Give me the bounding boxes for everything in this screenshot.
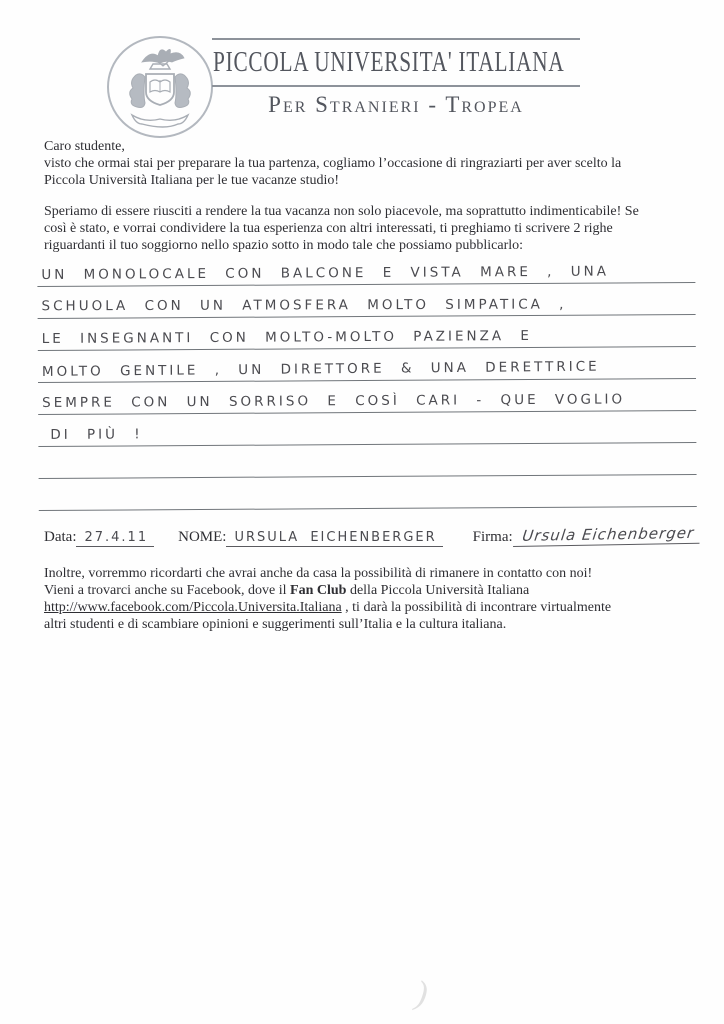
masthead-rule-bottom — [212, 85, 580, 87]
handwritten-text: DI PIÙ ! — [50, 426, 143, 443]
crest-torse — [150, 64, 170, 69]
prompt-line-3: riguardanti il tuo soggiorno nello spazio sotto in modo tale che possiamo pubblicarlo: — [44, 238, 524, 253]
name-handwritten-value: URSULA EICHENBERGER — [226, 530, 442, 547]
handwritten-response-area — [37, 251, 697, 511]
response-line-empty — [39, 475, 697, 511]
handwritten-text: MOLTO GENTILE , UN DIRETTORE & UNA DERETTRICE — [41, 358, 600, 380]
handwritten-text: SEMPRE CON UN SORRISO E COSÌ CARI - QUE VOGLIO — [42, 391, 626, 411]
facebook-url-text: http://www.facebook.com/Piccola.Universita.Italiana — [44, 600, 342, 615]
masthead — [212, 38, 580, 118]
intro-line-1: visto che ormai stai per preparare la tua partenza, cogliamo l’occasione di ringraziarti per aver scelto la — [44, 156, 622, 171]
response-line — [38, 347, 696, 383]
response-line-empty — [38, 443, 696, 479]
handwritten-text: SCHUOLA CON UN ATMOSFERA MOLTO SIMPATICA , — [41, 296, 567, 315]
crest-ribbon-icon — [132, 115, 188, 127]
school-title: PICCOLA UNIVERSITA' ITALIANA — [213, 47, 565, 78]
crest-lion-left-icon — [130, 74, 145, 108]
handwritten-text: UN MONOLOCALE CON BALCONE E VISTA MARE , UNA — [41, 263, 609, 283]
footer-line-2: Vieni a trovarci anche su Facebook, dove il Fan Club della Piccola Università Italiana — [44, 583, 530, 598]
response-line — [37, 283, 695, 319]
school-subtitle: Per Stranieri - Tropea — [268, 92, 524, 117]
response-line — [37, 251, 695, 287]
crest-shield-book-icon — [146, 74, 174, 105]
signature-row — [44, 523, 704, 547]
prompt-line-2: così è stato, e vorrai condividere la tua esperienza con altri interessati, ti preghiamo ti scrivere 2 righe — [44, 221, 613, 236]
date-handwritten-value: 27.4.11 — [76, 530, 154, 547]
university-crest-icon — [105, 35, 215, 139]
signature-label: Firma: — [472, 529, 513, 545]
intro-paragraph — [44, 138, 621, 189]
fan-club-bold-text: Fan Club — [290, 583, 347, 598]
response-line — [38, 411, 696, 447]
university-crest-logo — [105, 35, 215, 139]
intro-line-2: Piccola Università Italiana per le tue vacanze studio! — [44, 173, 340, 188]
date-label: Data: — [44, 529, 77, 545]
response-line — [38, 379, 696, 415]
name-label: NOME: — [178, 529, 227, 545]
footer-line-1: Inoltre, vorremmo ricordarti che avrai anche da casa la possibilità di rimanere in contatto con noi! — [44, 566, 593, 581]
handwritten-text: LE INSEGNANTI CON MOLTO-MOLTO PAZIENZA E — [41, 327, 532, 347]
footer-line-4: altri studenti e di scambiare opinioni e suggerimenti sull’Italia e la cultura italiana. — [44, 617, 507, 632]
prompt-line-1: Speriamo di essere riusciti a rendere la tua vacanza non solo piacevole, ma soprattutto indimenticabile! Se — [44, 204, 639, 219]
prompt-paragraph — [44, 203, 639, 254]
footer-line-3: http://www.facebook.com/Piccola.Universita.Italiana , ti darà la possibilità di incontrare virtualmente — [44, 600, 612, 615]
signature-handwritten-value: Ursula Eichenberger — [513, 524, 701, 547]
footer-paragraph — [44, 565, 611, 633]
crest-lion-right-icon — [175, 74, 190, 108]
response-line — [38, 315, 696, 351]
salutation: Caro studente, — [44, 139, 125, 154]
stray-scan-mark: ) — [413, 974, 430, 1013]
